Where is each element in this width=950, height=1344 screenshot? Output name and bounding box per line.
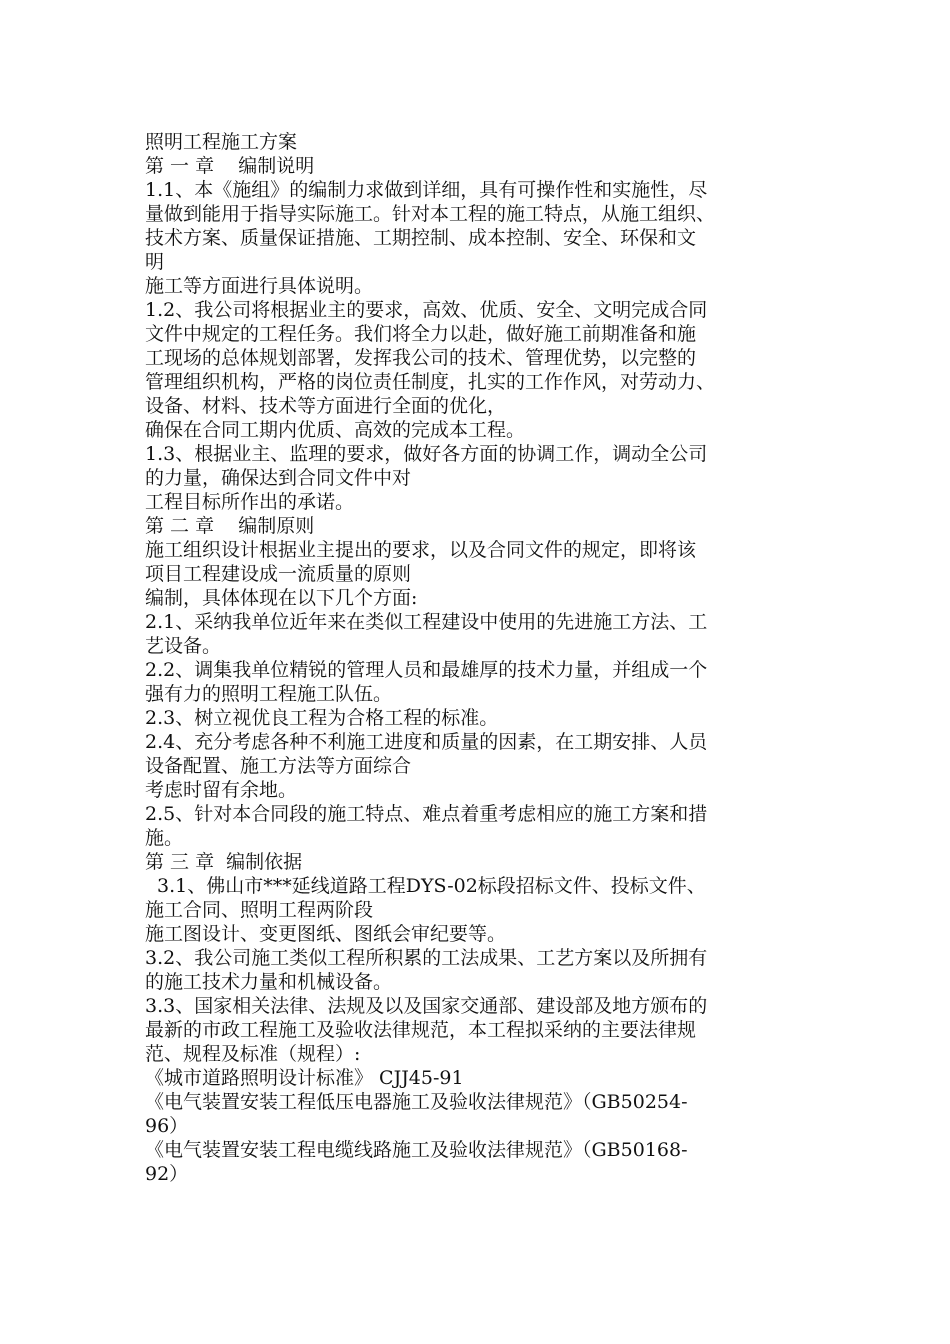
text-line: 编制，具体体现在以下几个方面: xyxy=(145,587,418,609)
text-line: 2.3、树立视优良工程为合格工程的标准。 xyxy=(145,707,499,729)
text-line: 设备配置、施工方法等方面综合 xyxy=(145,755,412,777)
text-line: 2.1、采纳我单位近年来在类似工程建设中使用的先进施工方法、工 xyxy=(145,611,708,633)
text-line: 施工图设计、变更图纸、图纸会审纪要等。 xyxy=(145,923,507,945)
text-line: 的施工技术力量和机械设备。 xyxy=(145,971,393,993)
text-line: 明 xyxy=(145,251,165,273)
text-line: 3.1、佛山市***延线道路工程DYS-02标段招标文件、投标文件、 xyxy=(157,875,706,897)
text-line: 的力量，确保达到合同文件中对 xyxy=(145,467,412,489)
text-line: 96） xyxy=(145,1115,189,1137)
text-line: 1.3、根据业主、监理的要求，做好各方面的协调工作，调动全公司 xyxy=(145,443,708,465)
text-line: 1.1、本《施组》的编制力求做到详细，具有可操作性和实施性，尽 xyxy=(145,179,708,201)
standard-item: 《电气装置安装工程电缆线路施工及验收法律规范》（GB50168- xyxy=(145,1139,688,1161)
text-line: 施工合同、照明工程两阶段 xyxy=(145,899,374,921)
text-line: 量做到能用于指导实际施工。针对本工程的施工特点，从施工组织、 xyxy=(145,203,716,225)
text-line: 设备、材料、技术等方面进行全面的优化， xyxy=(145,395,507,417)
text-line: 强有力的照明工程施工队伍。 xyxy=(145,683,393,705)
text-line: 范、规程及标准（规程）: xyxy=(145,1043,361,1065)
text-line: 2.4、充分考虑各种不利施工进度和质量的因素，在工期安排、人员 xyxy=(145,731,708,753)
standard-item: 《电气装置安装工程低压电器施工及验收法律规范》（GB50254- xyxy=(145,1091,688,1113)
text-line: 文件中规定的工程任务。我们将全力以赴，做好施工前期准备和施 xyxy=(145,323,697,345)
text-line: 管理组织机构，严格的岗位责任制度，扎实的工作作风，对劳动力、 xyxy=(145,371,716,393)
text-line: 艺设备。 xyxy=(145,635,222,657)
document-body xyxy=(145,130,835,1186)
text-line: 工程目标所作出的承诺。 xyxy=(145,491,355,513)
chapter-1-heading: 第 一 章 编制说明 xyxy=(145,155,315,177)
text-line: 3.2、我公司施工类似工程所积累的工法成果、工艺方案以及所拥有 xyxy=(145,947,708,969)
text-line: 考虑时留有余地。 xyxy=(145,779,298,801)
text-line: 3.3、国家相关法律、法规及以及国家交通部、建设部及地方颁布的 xyxy=(145,995,708,1017)
standard-item: 《城市道路照明设计标准》 CJJ45-91 xyxy=(145,1067,464,1089)
text-line: 项目工程建设成一流质量的原则 xyxy=(145,563,412,585)
chapter-3-heading: 第 三 章 编制依据 xyxy=(145,851,303,873)
text-line: 工现场的总体规划部署，发挥我公司的技术、管理优势，以完整的 xyxy=(145,347,697,369)
text-line: 技术方案、质量保证措施、工期控制、成本控制、安全、环保和文 xyxy=(145,227,697,249)
text-line: 施。 xyxy=(145,827,184,849)
text-line: 2.2、调集我单位精锐的管理人员和最雄厚的技术力量，并组成一个 xyxy=(145,659,708,681)
text-line: 92） xyxy=(145,1163,189,1185)
text-line: 施工组织设计根据业主提出的要求，以及合同文件的规定，即将该 xyxy=(145,539,697,561)
chapter-2-heading: 第 二 章 编制原则 xyxy=(145,515,315,537)
text-line: 1.2、我公司将根据业主的要求，高效、优质、安全、文明完成合同 xyxy=(145,299,708,321)
document-title: 照明工程施工方案 xyxy=(145,131,298,153)
text-line: 最新的市政工程施工及验收法律规范，本工程拟采纳的主要法律规 xyxy=(145,1019,697,1041)
text-line: 确保在合同工期内优质、高效的完成本工程。 xyxy=(145,419,526,441)
text-line: 2.5、针对本合同段的施工特点、难点着重考虑相应的施工方案和措 xyxy=(145,803,708,825)
text-line: 施工等方面进行具体说明。 xyxy=(145,275,374,297)
